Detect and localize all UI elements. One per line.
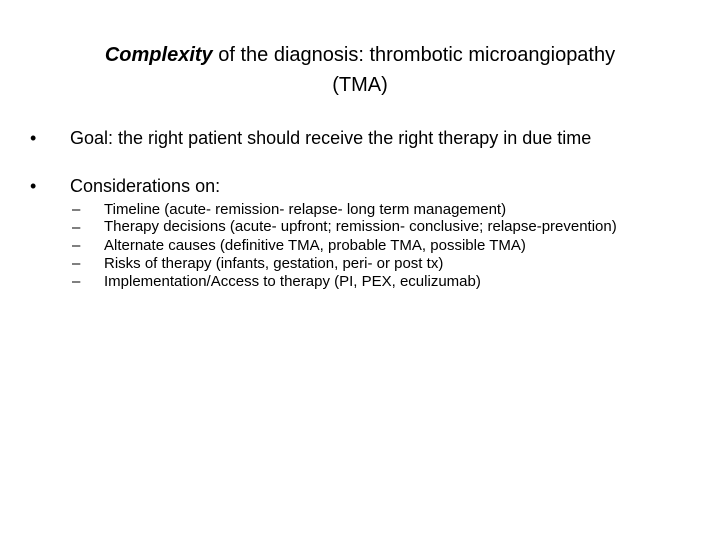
sub-item-text: Implementation/Access to therapy (PI, PEX, eculizumab) xyxy=(104,273,481,290)
sub-item-alternate-causes xyxy=(72,237,672,255)
sub-item-implementation xyxy=(72,273,672,291)
sub-item-text: Timeline (acute- remission- relapse- long term management) xyxy=(104,201,507,218)
sub-item-text: Alternate causes (definitive TMA, probable TMA, possible TMA) xyxy=(104,237,526,254)
sub-item-therapy-decisions xyxy=(72,219,672,237)
title-emphasis: Complexity xyxy=(104,44,213,66)
title-line2: (TMA) xyxy=(332,74,388,96)
sub-item-timeline xyxy=(72,201,672,219)
bullet-text: Goal: the right patient should receive the right therapy in due time xyxy=(70,128,592,148)
dash-marker: – xyxy=(72,273,81,290)
sub-item-text: Therapy decisions (acute- upfront; remission- conclusive; relapse-prevention) xyxy=(104,218,617,235)
dash-marker: – xyxy=(72,219,81,236)
dash-marker: – xyxy=(72,201,81,218)
title-text: of the diagnosis: thrombotic microangiopathy xyxy=(212,44,616,66)
bullet-marker: • xyxy=(30,128,37,148)
considerations-sublist xyxy=(72,201,672,291)
bullet-text: Considerations on: xyxy=(70,176,221,196)
dash-marker: – xyxy=(72,237,81,254)
dash-marker: – xyxy=(72,255,81,272)
bullet-marker: • xyxy=(30,176,37,196)
sub-item-text: Risks of therapy (infants, gestation, peri- or post tx) xyxy=(104,255,444,272)
slide-title xyxy=(40,40,680,100)
sub-item-risks xyxy=(72,255,672,273)
